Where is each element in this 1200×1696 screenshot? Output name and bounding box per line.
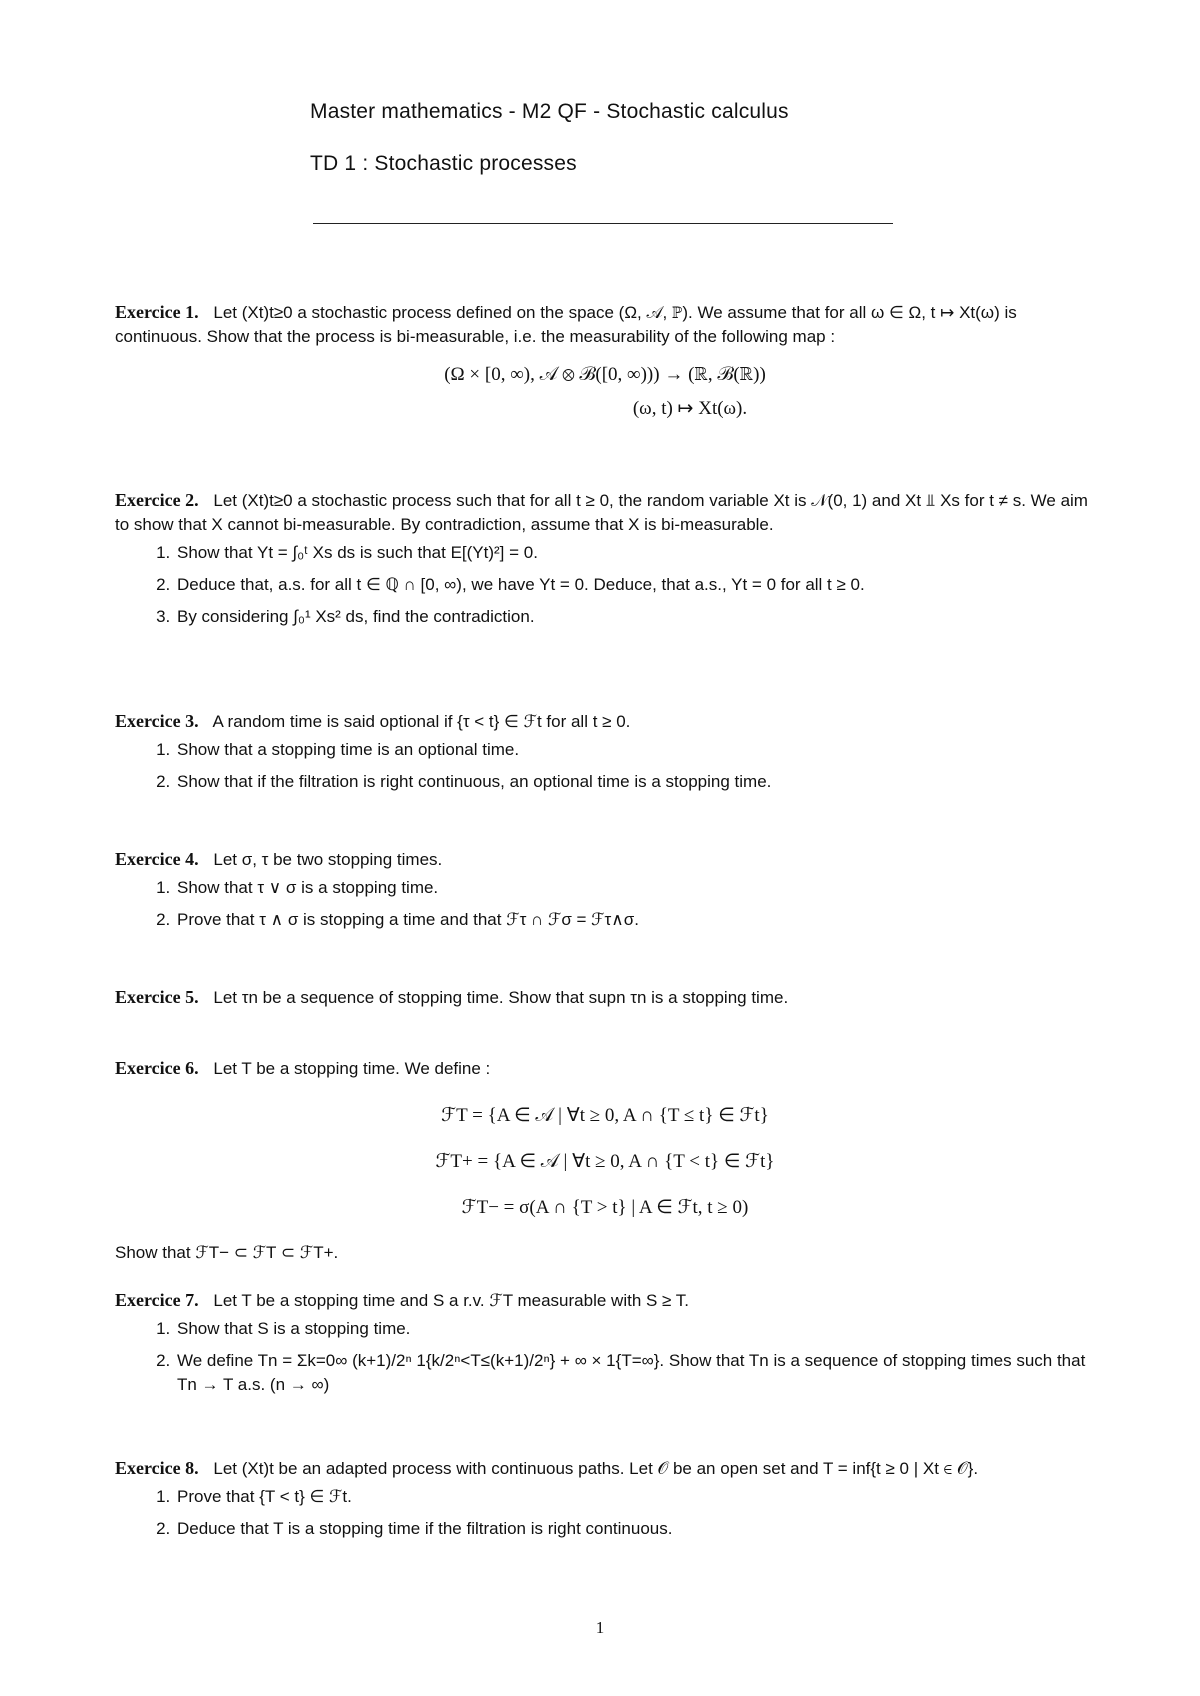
display-equation: (ω, t) ↦ Xt(ω). bbox=[632, 398, 748, 419]
exercise-title: Exercice 3. bbox=[115, 711, 199, 731]
question-item: 3. By considering ∫₀¹ Xs² ds, find the contradiction. bbox=[175, 605, 1095, 629]
exercise-text: Let T be a stopping time and S a r.v. ℱT measurable with S ≥ T. bbox=[213, 1291, 690, 1310]
exercise-5 bbox=[115, 985, 1095, 1010]
question-item: 2. Deduce that T is a stopping time if the filtration is right continuous. bbox=[175, 1517, 1095, 1541]
question-item: 1. Prove that {T < t} ∈ ℱt. bbox=[175, 1485, 1095, 1509]
exercise-6 bbox=[115, 1056, 1095, 1265]
header-rule bbox=[313, 223, 893, 224]
question-item: 2. Prove that τ ∧ σ is stopping a time and that ℱτ ∩ ℱσ = ℱτ∧σ. bbox=[175, 908, 1095, 932]
exercise-title: Exercice 5. bbox=[115, 987, 199, 1007]
exercise-4 bbox=[115, 847, 1095, 940]
question-item: 1. Show that a stopping time is an optional time. bbox=[175, 738, 1095, 762]
exercise-text: Let (Xt)t be an adapted process with continuous paths. Let 𝒪 be an open set and T = inf{t ≥ 0 | Xt ∈ 𝒪}. bbox=[213, 1459, 979, 1478]
exercise-3 bbox=[115, 709, 1095, 802]
question-list bbox=[115, 541, 1095, 629]
exercise-title: Exercice 8. bbox=[115, 1458, 199, 1478]
exercise-1 bbox=[115, 300, 1095, 431]
exercise-text: Let σ, τ be two stopping times. bbox=[213, 850, 443, 869]
question-item: 1. Show that τ ∨ σ is a stopping time. bbox=[175, 876, 1095, 900]
exercise-title: Exercice 4. bbox=[115, 849, 199, 869]
question-list bbox=[115, 876, 1095, 932]
document-header bbox=[310, 100, 789, 176]
exercise-text: Let (Xt)t≥0 a stochastic process such that for all t ≥ 0, the random variable Xt is 𝒩(0, 1) and Xt ⫫ Xs for t ≠ s. We aim to show that X cannot bi-measurable. By contradiction, assume that X is bi-measurable. bbox=[115, 491, 1088, 534]
display-equation: (Ω × [0, ∞), 𝒜 ⊗ ℬ([0, ∞))) → (ℝ, ℬ(ℝ)) bbox=[444, 364, 766, 385]
question-item: 1. Show that S is a stopping time. bbox=[175, 1317, 1095, 1341]
exercise-text: Let T be a stopping time. We define : bbox=[213, 1059, 491, 1078]
question-list bbox=[115, 1317, 1095, 1397]
exercise-7 bbox=[115, 1288, 1095, 1405]
exercise-title: Exercice 6. bbox=[115, 1058, 199, 1078]
exercise-8 bbox=[115, 1456, 1095, 1549]
question-item: 2. Deduce that, a.s. for all t ∈ ℚ ∩ [0, ∞), we have Yt = 0. Deduce, that a.s., Yt = 0 for all t ≥ 0. bbox=[175, 573, 1095, 597]
display-equation: ℱT = {A ∈ 𝒜 | ∀t ≥ 0, A ∩ {T ≤ t} ∈ ℱt} bbox=[441, 1105, 769, 1126]
worksheet-title: TD 1 : Stochastic processes bbox=[310, 152, 577, 175]
question-item: 2. We define Tn = Σk=0∞ (k+1)/2ⁿ 1{k/2ⁿ<T≤(k+1)/2ⁿ} + ∞ × 1{T=∞}. Show that Tn is a sequence of stopping times such that Tn → T a.s. (n → ∞) bbox=[175, 1349, 1095, 1397]
question-list bbox=[115, 1485, 1095, 1541]
exercise-text: A random time is said optional if {τ < t} ∈ ℱt for all t ≥ 0. bbox=[212, 712, 631, 731]
exercise-text: Let (Xt)t≥0 a stochastic process defined on the space (Ω, 𝒜, ℙ). We assume that for all ω ∈ Ω, t ↦ Xt(ω) is continuous. Show that the process is bi-measurable, i.e. the measurability of the following map : bbox=[115, 303, 1017, 346]
display-equation: ℱT+ = {A ∈ 𝒜 | ∀t ≥ 0, A ∩ {T < t} ∈ ℱt} bbox=[435, 1151, 775, 1172]
question-item: 1. Show that Yt = ∫₀ᵗ Xs ds is such that E[(Yt)²] = 0. bbox=[175, 541, 1095, 565]
exercise-title: Exercice 1. bbox=[115, 302, 199, 322]
exercise-title: Exercice 7. bbox=[115, 1290, 199, 1310]
question-list bbox=[115, 738, 1095, 794]
question-item: 2. Show that if the filtration is right continuous, an optional time is a stopping time. bbox=[175, 770, 1095, 794]
display-equation: ℱT− = σ(A ∩ {T > t} | A ∈ ℱt, t ≥ 0) bbox=[461, 1197, 749, 1218]
course-title: Master mathematics - M2 QF - Stochastic calculus bbox=[310, 100, 789, 123]
exercise-2 bbox=[115, 488, 1095, 637]
page-number: 1 bbox=[595, 1618, 605, 1637]
exercise-conclusion: Show that ℱT− ⊂ ℱT ⊂ ℱT+. bbox=[115, 1243, 339, 1262]
exercise-title: Exercice 2. bbox=[115, 490, 199, 510]
exercise-text: Let τn be a sequence of stopping time. Show that supn τn is a stopping time. bbox=[213, 988, 789, 1007]
